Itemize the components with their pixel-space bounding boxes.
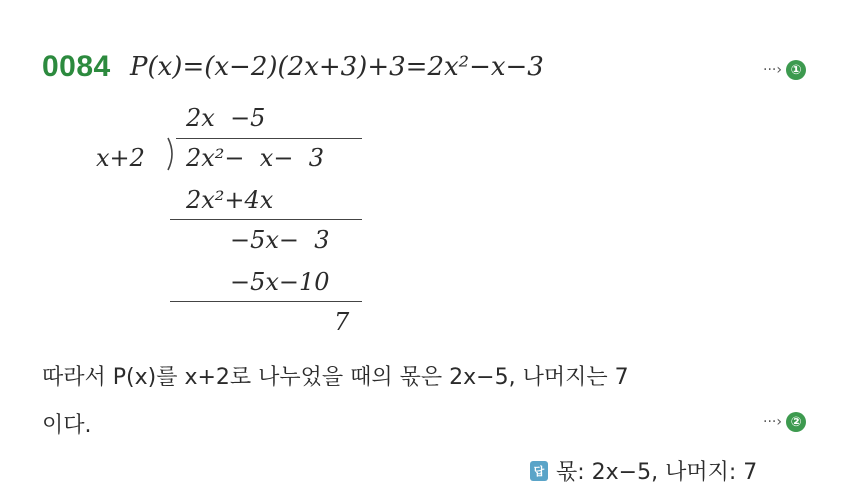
answer-text: 몫: 2x−5, 나머지: 7 bbox=[556, 460, 758, 485]
problem-number: 0084 bbox=[42, 50, 111, 83]
division-bracket-icon bbox=[166, 136, 180, 172]
dots-arrow-icon: ···› bbox=[763, 414, 782, 430]
division-bar bbox=[176, 138, 362, 139]
division-rule-2 bbox=[170, 301, 362, 302]
step-marker-2 bbox=[763, 412, 806, 432]
division-step-3: −5x−10 bbox=[230, 268, 330, 296]
answer-icon: 답 bbox=[530, 461, 548, 481]
conclusion-line-2: 이다. bbox=[42, 413, 92, 438]
circled-number-icon: ② bbox=[786, 412, 806, 432]
circled-number-icon: ① bbox=[786, 60, 806, 80]
division-rule-1 bbox=[170, 219, 362, 220]
division-step-1: 2x²+4x bbox=[186, 186, 274, 214]
division-dividend: 2x²− x− 3 bbox=[186, 144, 324, 172]
step-marker-1 bbox=[763, 60, 806, 80]
division-divisor: x+2 bbox=[96, 144, 145, 172]
dots-arrow-icon: ···› bbox=[763, 62, 782, 78]
division-remainder: 7 bbox=[334, 308, 350, 336]
division-step-2: −5x− 3 bbox=[230, 226, 330, 254]
problem-equation: P(x)=(x−2)(2x+3)+3=2x²−x−3 bbox=[130, 52, 544, 82]
answer-row bbox=[530, 455, 757, 486]
conclusion-line-1: 따라서 P(x)를 x+2로 나누었을 때의 몫은 2x−5, 나머지는 7 bbox=[42, 365, 629, 390]
division-quotient: 2x −5 bbox=[186, 104, 266, 132]
